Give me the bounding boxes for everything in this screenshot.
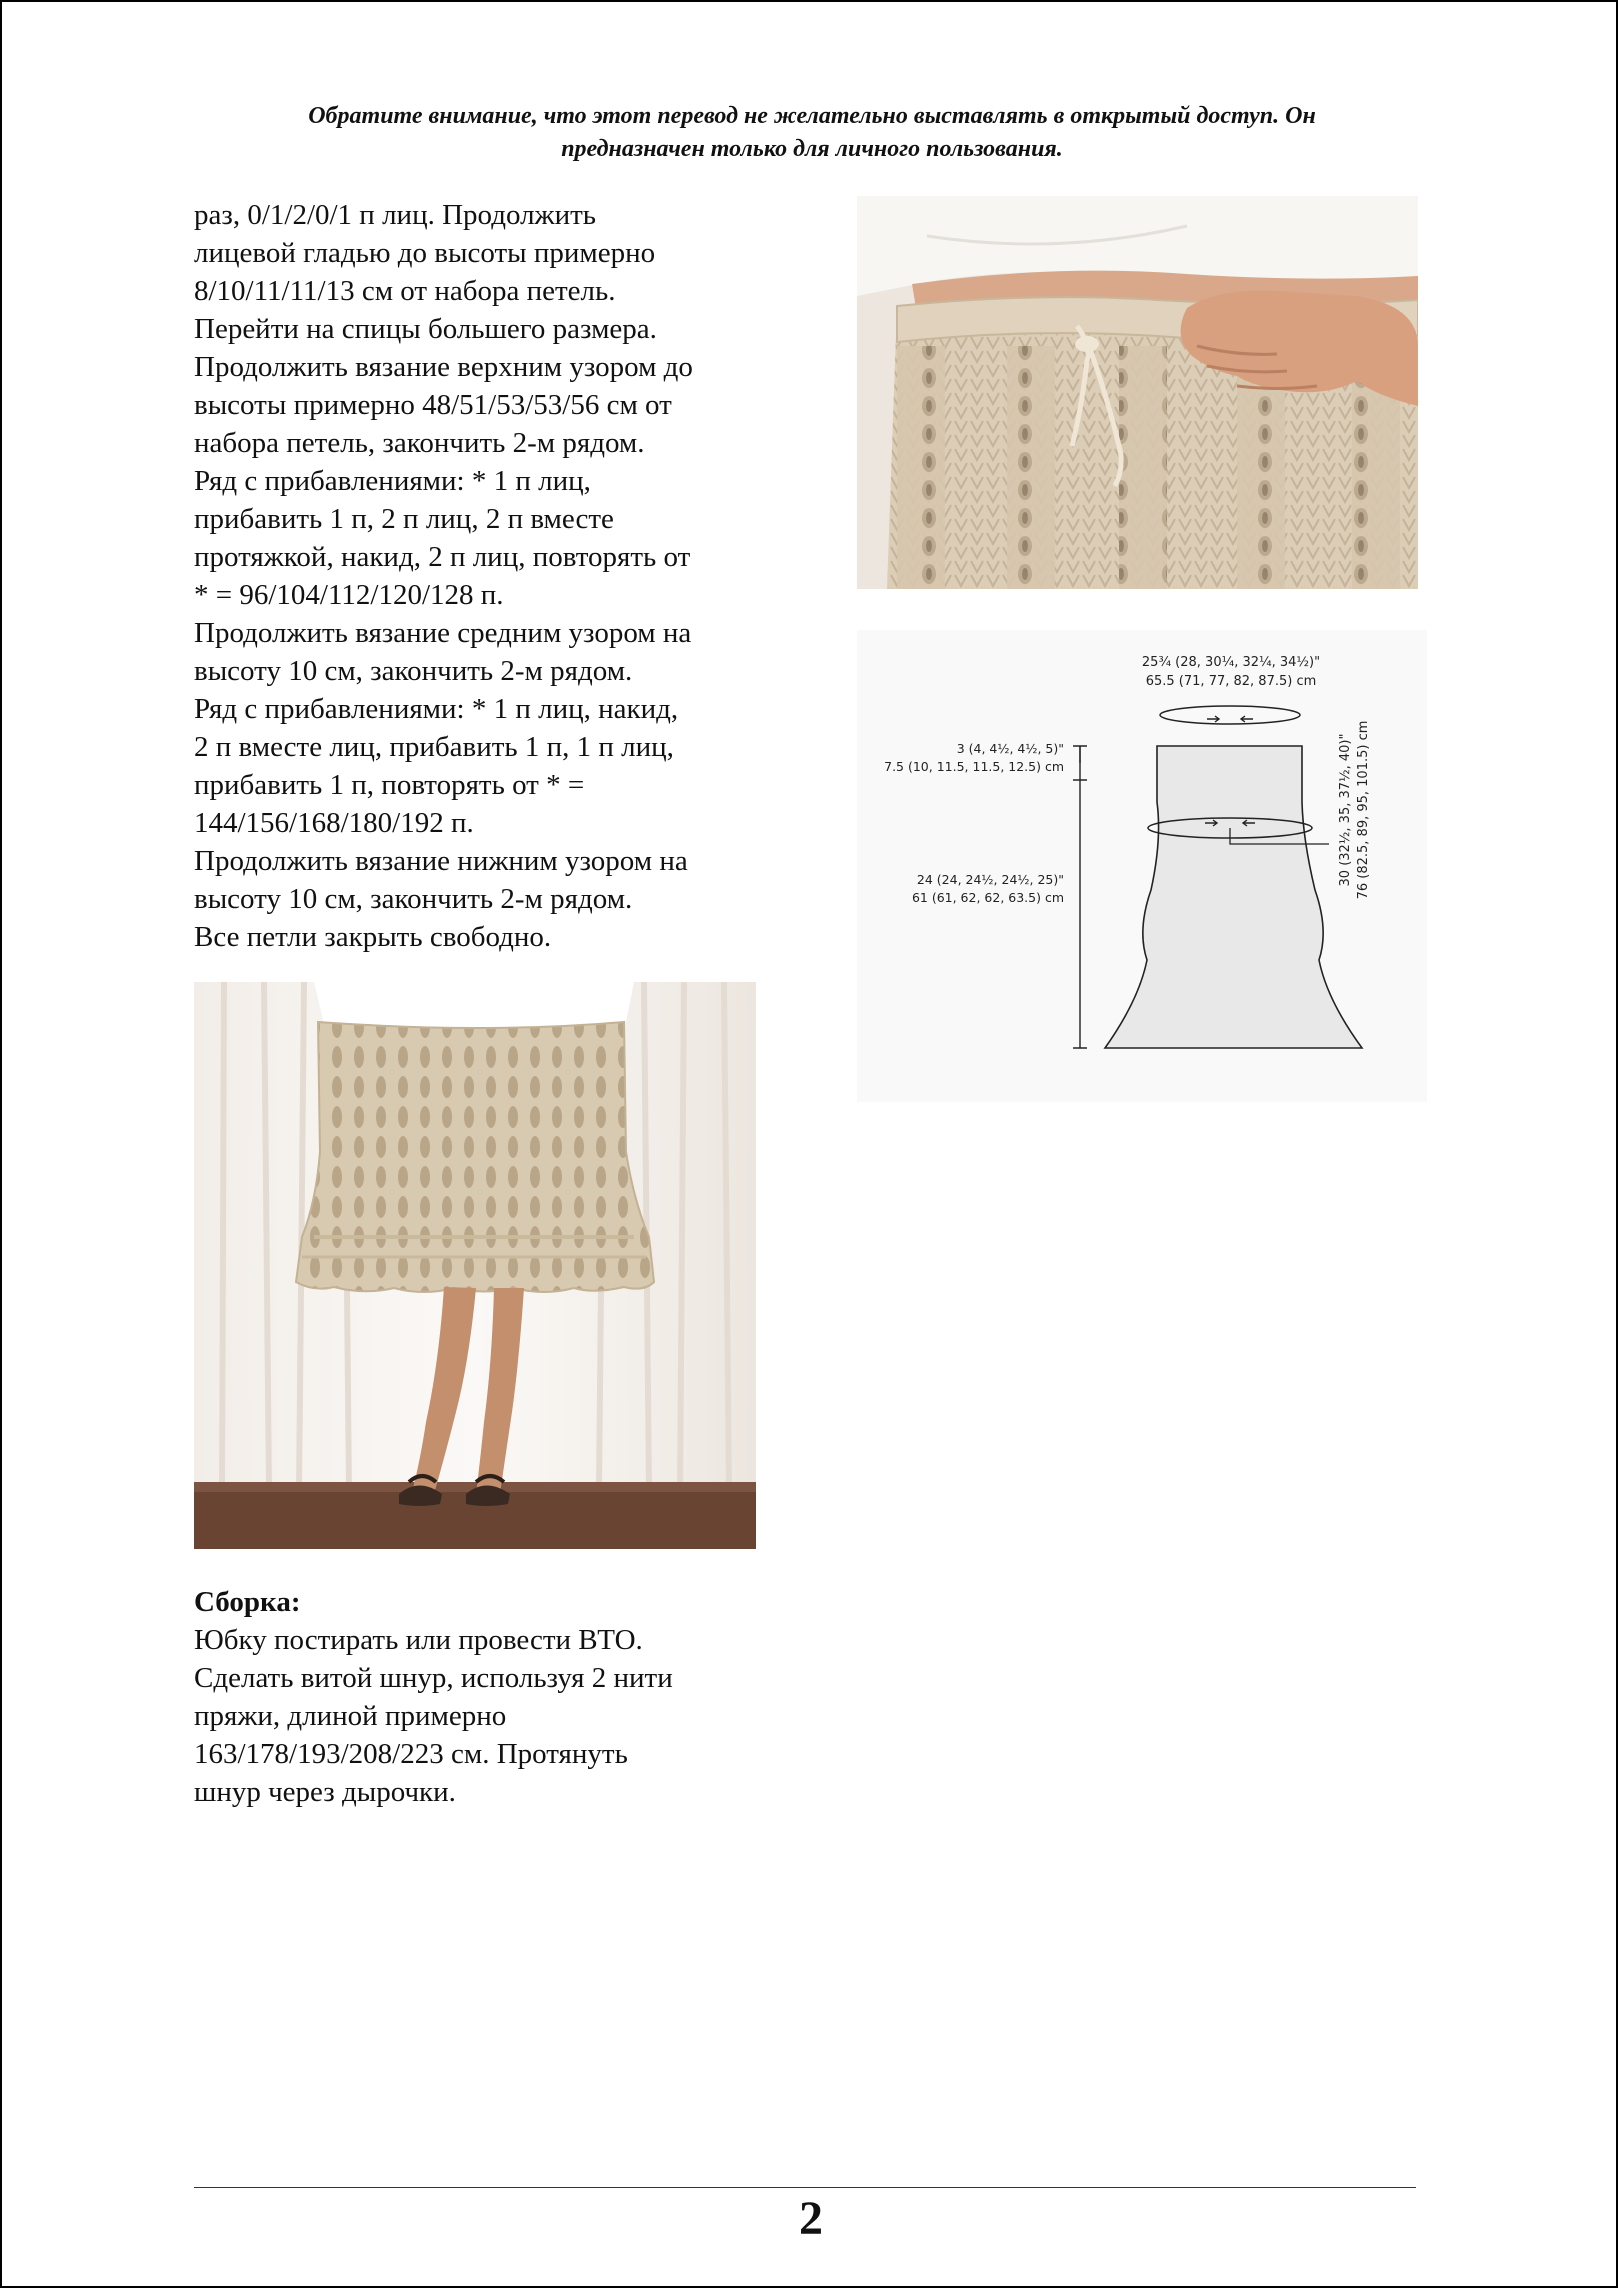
notice-line-1: Обратите внимание, что этот перевод не желательно выставлять в открытый доступ. Он: [308, 103, 1316, 129]
schematic-drawing: [857, 630, 1427, 1102]
instruction-line: * = 96/104/112/120/128 п.: [194, 579, 504, 611]
assembly-section: [194, 1583, 794, 1811]
instruction-line: высоты примерно 48/51/53/53/56 см от: [194, 389, 672, 421]
skirt-outline: [1105, 746, 1362, 1048]
instruction-line: Перейти на спицы большего размера.: [194, 313, 657, 345]
skirt-closeup-illustration: [857, 196, 1418, 589]
instruction-line: высоту 10 см, закончить 2-м рядом.: [194, 883, 633, 915]
instruction-line: Продолжить вязание средним узором на: [194, 617, 692, 649]
waist-measure-ellipse: [1160, 706, 1300, 724]
skirt-schematic: [857, 630, 1427, 1102]
skirt-full-photo: [194, 982, 756, 1549]
instruction-line: 144/156/168/180/192 п.: [194, 807, 474, 839]
instruction-line: прибавить 1 п, 2 п лиц, 2 п вместе: [194, 503, 614, 535]
instruction-line: 2 п вместе лиц, прибавить 1 п, 1 п лиц,: [194, 731, 674, 763]
assembly-line: пряжи, длиной примерно: [194, 1700, 507, 1732]
skirt-full-illustration: [194, 982, 756, 1549]
body-inches-label: 24 (24, 24½, 24½, 25)": [916, 872, 1064, 887]
page-number: 2: [799, 2192, 823, 2245]
instruction-line: Ряд с прибавлениями: * 1 п лиц, накид,: [194, 693, 679, 725]
assembly-line: 163/178/193/208/223 см. Протянуть: [194, 1738, 628, 1770]
instruction-line: высоту 10 см, закончить 2-м рядом.: [194, 655, 633, 687]
waist-cm-label: 65.5 (71, 77, 82, 87.5) cm: [1145, 674, 1317, 689]
skirt-closeup-photo: [857, 196, 1418, 589]
instruction-line: Все петли закрыть свободно.: [194, 921, 552, 953]
instruction-line: Ряд с прибавлениями: * 1 п лиц,: [194, 465, 591, 497]
instruction-line: протяжкой, накид, 2 п лиц, повторять от: [194, 541, 691, 573]
body-cm-label: 61 (61, 62, 62, 63.5) cm: [911, 890, 1064, 905]
assembly-line: Сделать витой шнур, используя 2 нити: [194, 1662, 673, 1694]
hip-cm-label: 76 (82.5, 89, 95, 101.5) cm: [1356, 720, 1371, 900]
instruction-line: Продолжить вязание верхним узором до: [194, 351, 693, 383]
footer-divider: [194, 2187, 1416, 2188]
assembly-line: Юбку постирать или провести ВТО.: [194, 1624, 643, 1656]
instructions-text: [194, 196, 794, 956]
instruction-line: Продолжить вязание нижним узором на: [194, 845, 688, 877]
instruction-line: 8/10/11/11/13 см от набора петель.: [194, 275, 616, 307]
copyright-notice: [202, 100, 1422, 166]
assembly-heading: Сборка:: [194, 1586, 301, 1618]
instruction-line: набора петель, закончить 2-м рядом.: [194, 427, 645, 459]
band-cm-label: 7.5 (10, 11.5, 11.5, 12.5) cm: [884, 759, 1064, 774]
notice-line-2: предназначен только для личного пользования.: [561, 136, 1063, 162]
instruction-line: раз, 0/1/2/0/1 п лиц. Продолжить: [194, 199, 596, 231]
hip-inches-label: 30 (32½, 35, 37½, 40)": [1338, 733, 1353, 887]
assembly-line: шнур через дырочки.: [194, 1776, 456, 1808]
waist-inches-label: 25¾ (28, 30¼, 32¼, 34½)": [1141, 655, 1321, 670]
band-inches-label: 3 (4, 4½, 4½, 5)": [956, 741, 1064, 756]
instruction-line: прибавить 1 п, повторять от * =: [194, 769, 585, 801]
instruction-line: лицевой гладью до высоты примерно: [194, 237, 656, 269]
